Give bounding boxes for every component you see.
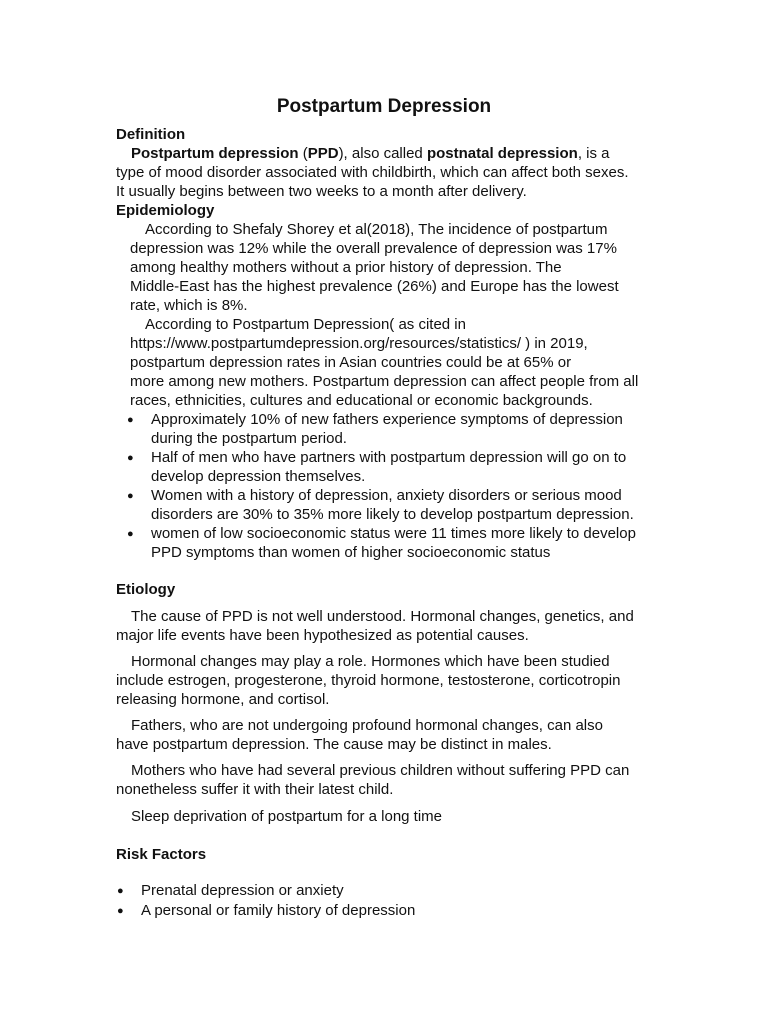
- bullet-icon: ●: [117, 905, 124, 917]
- etiology-heading: Etiology: [116, 581, 176, 598]
- epi-bullet-line: women of low socioeconomic status were 11 times more likely to develop: [151, 525, 636, 542]
- etiology-para-line: have postpartum depression. The cause may be distinct in males.: [116, 736, 552, 753]
- epi-para1-line: among healthy mothers without a prior history of depression. The: [130, 259, 562, 276]
- is-a: , is a: [577, 145, 610, 162]
- bullet-icon: ●: [127, 490, 134, 502]
- abbr-bold: PPD: [307, 145, 339, 162]
- also-called: ), also called: [338, 145, 427, 162]
- epi-bullet-line: during the postpartum period.: [151, 430, 347, 447]
- epi-para2-line: According to Postpartum Depression( as cited in: [145, 316, 466, 333]
- epi-para2-line: https://www.postpartumdepression.org/resources/statistics/ ) in 2019,: [130, 335, 588, 352]
- epi-para2-line: more among new mothers. Postpartum depression can affect people from all: [130, 373, 639, 390]
- bullet-icon: ●: [127, 414, 134, 426]
- epi-para1-line: rate, which is 8%.: [130, 297, 248, 314]
- etiology-para-line: Sleep deprivation of postpartum for a long time: [131, 808, 443, 825]
- epi-bullet-line: develop depression themselves.: [151, 468, 366, 485]
- page-title: Postpartum Depression: [276, 96, 492, 117]
- epi-para2-line: postpartum depression rates in Asian countries could be at 65% or: [130, 354, 572, 371]
- epi-bullet-line: Half of men who have partners with postpartum depression will go on to: [151, 449, 627, 466]
- bullet-icon: ●: [127, 452, 134, 464]
- etiology-para-line: Hormonal changes may play a role. Hormones which have been studied: [131, 653, 610, 670]
- risk-factor-item: Prenatal depression or anxiety: [141, 882, 344, 899]
- alt-term-bold: postnatal depression: [426, 145, 578, 162]
- etiology-para-line: Mothers who have had several previous children without suffering PPD can: [131, 762, 630, 779]
- definition-line-1: [131, 144, 610, 163]
- definition-line-2: type of mood disorder associated with childbirth, which can affect both sexes.: [116, 164, 629, 181]
- epi-para1-line: Middle-East has the highest prevalence (26%) and Europe has the lowest: [130, 278, 619, 295]
- definition-line-3: It usually begins between two weeks to a month after delivery.: [116, 183, 527, 200]
- epi-para1-line: According to Shefaly Shorey et al(2018), The incidence of postpartum: [145, 221, 608, 238]
- etiology-para-line: include estrogen, progesterone, thyroid hormone, testosterone, corticotropin: [116, 672, 621, 689]
- epidemiology-heading: Epidemiology: [116, 202, 215, 219]
- term-bold: Postpartum depression: [131, 145, 299, 162]
- open-paren: (: [298, 145, 308, 162]
- epi-para1-line: depression was 12% while the overall prevalence of depression was 17%: [130, 240, 617, 257]
- bullet-icon: ●: [117, 885, 124, 897]
- etiology-para-line: major life events have been hypothesized as potential causes.: [116, 627, 529, 644]
- risk-factors-heading: Risk Factors: [116, 846, 207, 863]
- bullet-icon: ●: [127, 528, 134, 540]
- epi-bullet-line: disorders are 30% to 35% more likely to develop postpartum depression.: [151, 506, 634, 523]
- risk-factor-item: A personal or family history of depression: [141, 902, 416, 919]
- epi-bullet-line: Women with a history of depression, anxiety disorders or serious mood: [151, 487, 622, 504]
- etiology-para-line: nonetheless suffer it with their latest child.: [116, 781, 394, 798]
- etiology-para-line: The cause of PPD is not well understood. Hormonal changes, genetics, and: [131, 608, 634, 625]
- etiology-para-line: Fathers, who are not undergoing profound hormonal changes, can also: [131, 717, 603, 734]
- epi-bullet-line: PPD symptoms than women of higher socioeconomic status: [151, 544, 551, 561]
- definition-heading: Definition: [116, 126, 186, 143]
- epi-para2-line: races, ethnicities, cultures and educational or economic backgrounds.: [130, 392, 593, 409]
- epi-bullet-line: Approximately 10% of new fathers experience symptoms of depression: [151, 411, 623, 428]
- etiology-para-line: releasing hormone, and cortisol.: [116, 691, 330, 708]
